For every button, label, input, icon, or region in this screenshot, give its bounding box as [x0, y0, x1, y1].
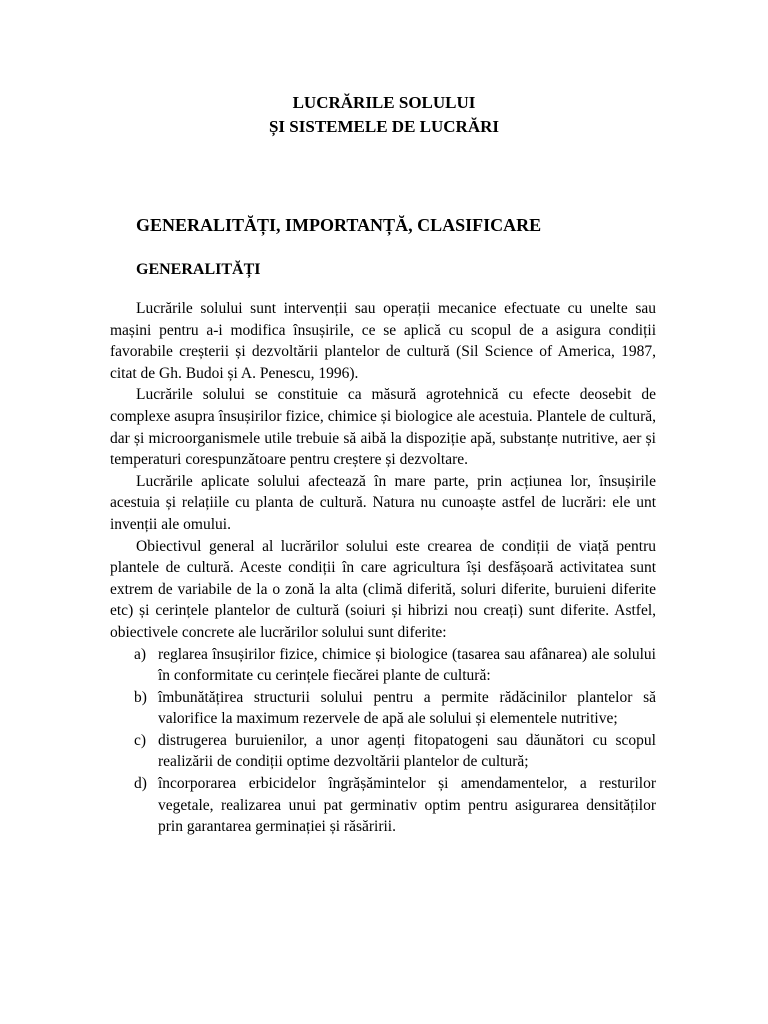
list-item-text: distrugerea buruienilor, a unor agenți fitopatogeni sau dăunători cu scopul realizării de condiții optime dezvoltării plantelor de cultură;	[158, 731, 656, 771]
list-item-marker: d)	[134, 775, 147, 793]
paragraph-2: Lucrările solului se constituie ca măsură agrotehnică cu efecte deosebit de complexe asupra însușirilor fizice, chimice și biologice ale acestuia. Plantele de cultură, dar și microorganismele utile trebuie să aibă la dispoziție apă, substanțe nutritive, aer și temperaturi corespunzătoare pentru creștere și dezvoltare.	[110, 386, 656, 469]
paragraph-3: Lucrările aplicate solului afectează în mare parte, prin acțiunea lor, însușirile acestuia și relațiile cu planta de cultură. Natura nu cunoaște astfel de lucrări: ele unt invenții ale omului.	[110, 472, 656, 533]
list-item-marker: b)	[134, 688, 147, 706]
body-text	[110, 298, 656, 838]
list-item-marker: a)	[134, 645, 147, 663]
list-item	[134, 644, 656, 687]
section-heading: GENERALITĂȚI, IMPORTANȚĂ, CLASIFICARE	[136, 215, 542, 235]
paragraph-4: Obiectivul general al lucrărilor solului este crearea de condiții de viață pentru plantele de cultură. Aceste condiții în care agricultura își desfășoară activitatea sunt extrem de variabile de la o zonă la alta (climă diferită, soluri diferite, buruieni diferite etc) și cerințele plantelor de cultură (soiuri și hibrizi nou creați) sunt diferite. Astfel, obiectivele concrete ale lucrărilor solului sunt diferite:	[110, 537, 656, 641]
list-item	[134, 730, 656, 773]
document-title-line-1: LUCRĂRILE SOLULUI	[292, 93, 476, 112]
list-item	[134, 773, 656, 838]
list-item-text: îmbunătățirea structurii solului pentru a permite rădăcinilor plantelor să valorifice la maximum rezervele de apă ale solului și elementele nutritive;	[158, 688, 656, 728]
paragraph-1: Lucrările solului sunt intervenții sau operații mecanice efectuate cu unelte sau mașini pentru a-i modifica însușirile, ce se aplică cu scopul de a asigura condiții favorabile creșterii și dezvoltării plantelor de cultură (Sil Science of America, 1987, citat de Gh. Budoi și A. Penescu, 1996).	[110, 300, 656, 382]
list-item-marker: c)	[134, 731, 147, 749]
list-item-text: încorporarea erbicidelor îngrășămintelor și amendamentelor, a resturilor vegetale, realizarea unui pat germinativ optim pentru asigurarea densităților prin garantarea germinației și răsăririi.	[158, 775, 656, 836]
subsection-heading: GENERALITĂȚI	[136, 261, 261, 278]
list-item-text: reglarea însușirilor fizice, chimice și biologice (tasarea sau afânarea) ale solului în conformitate cu cerințele fiecărei plante de cultură:	[158, 645, 656, 685]
objectives-list	[110, 644, 656, 838]
document-title-line-2: ȘI SISTEMELE DE LUCRĂRI	[268, 117, 500, 136]
list-item	[134, 687, 656, 730]
